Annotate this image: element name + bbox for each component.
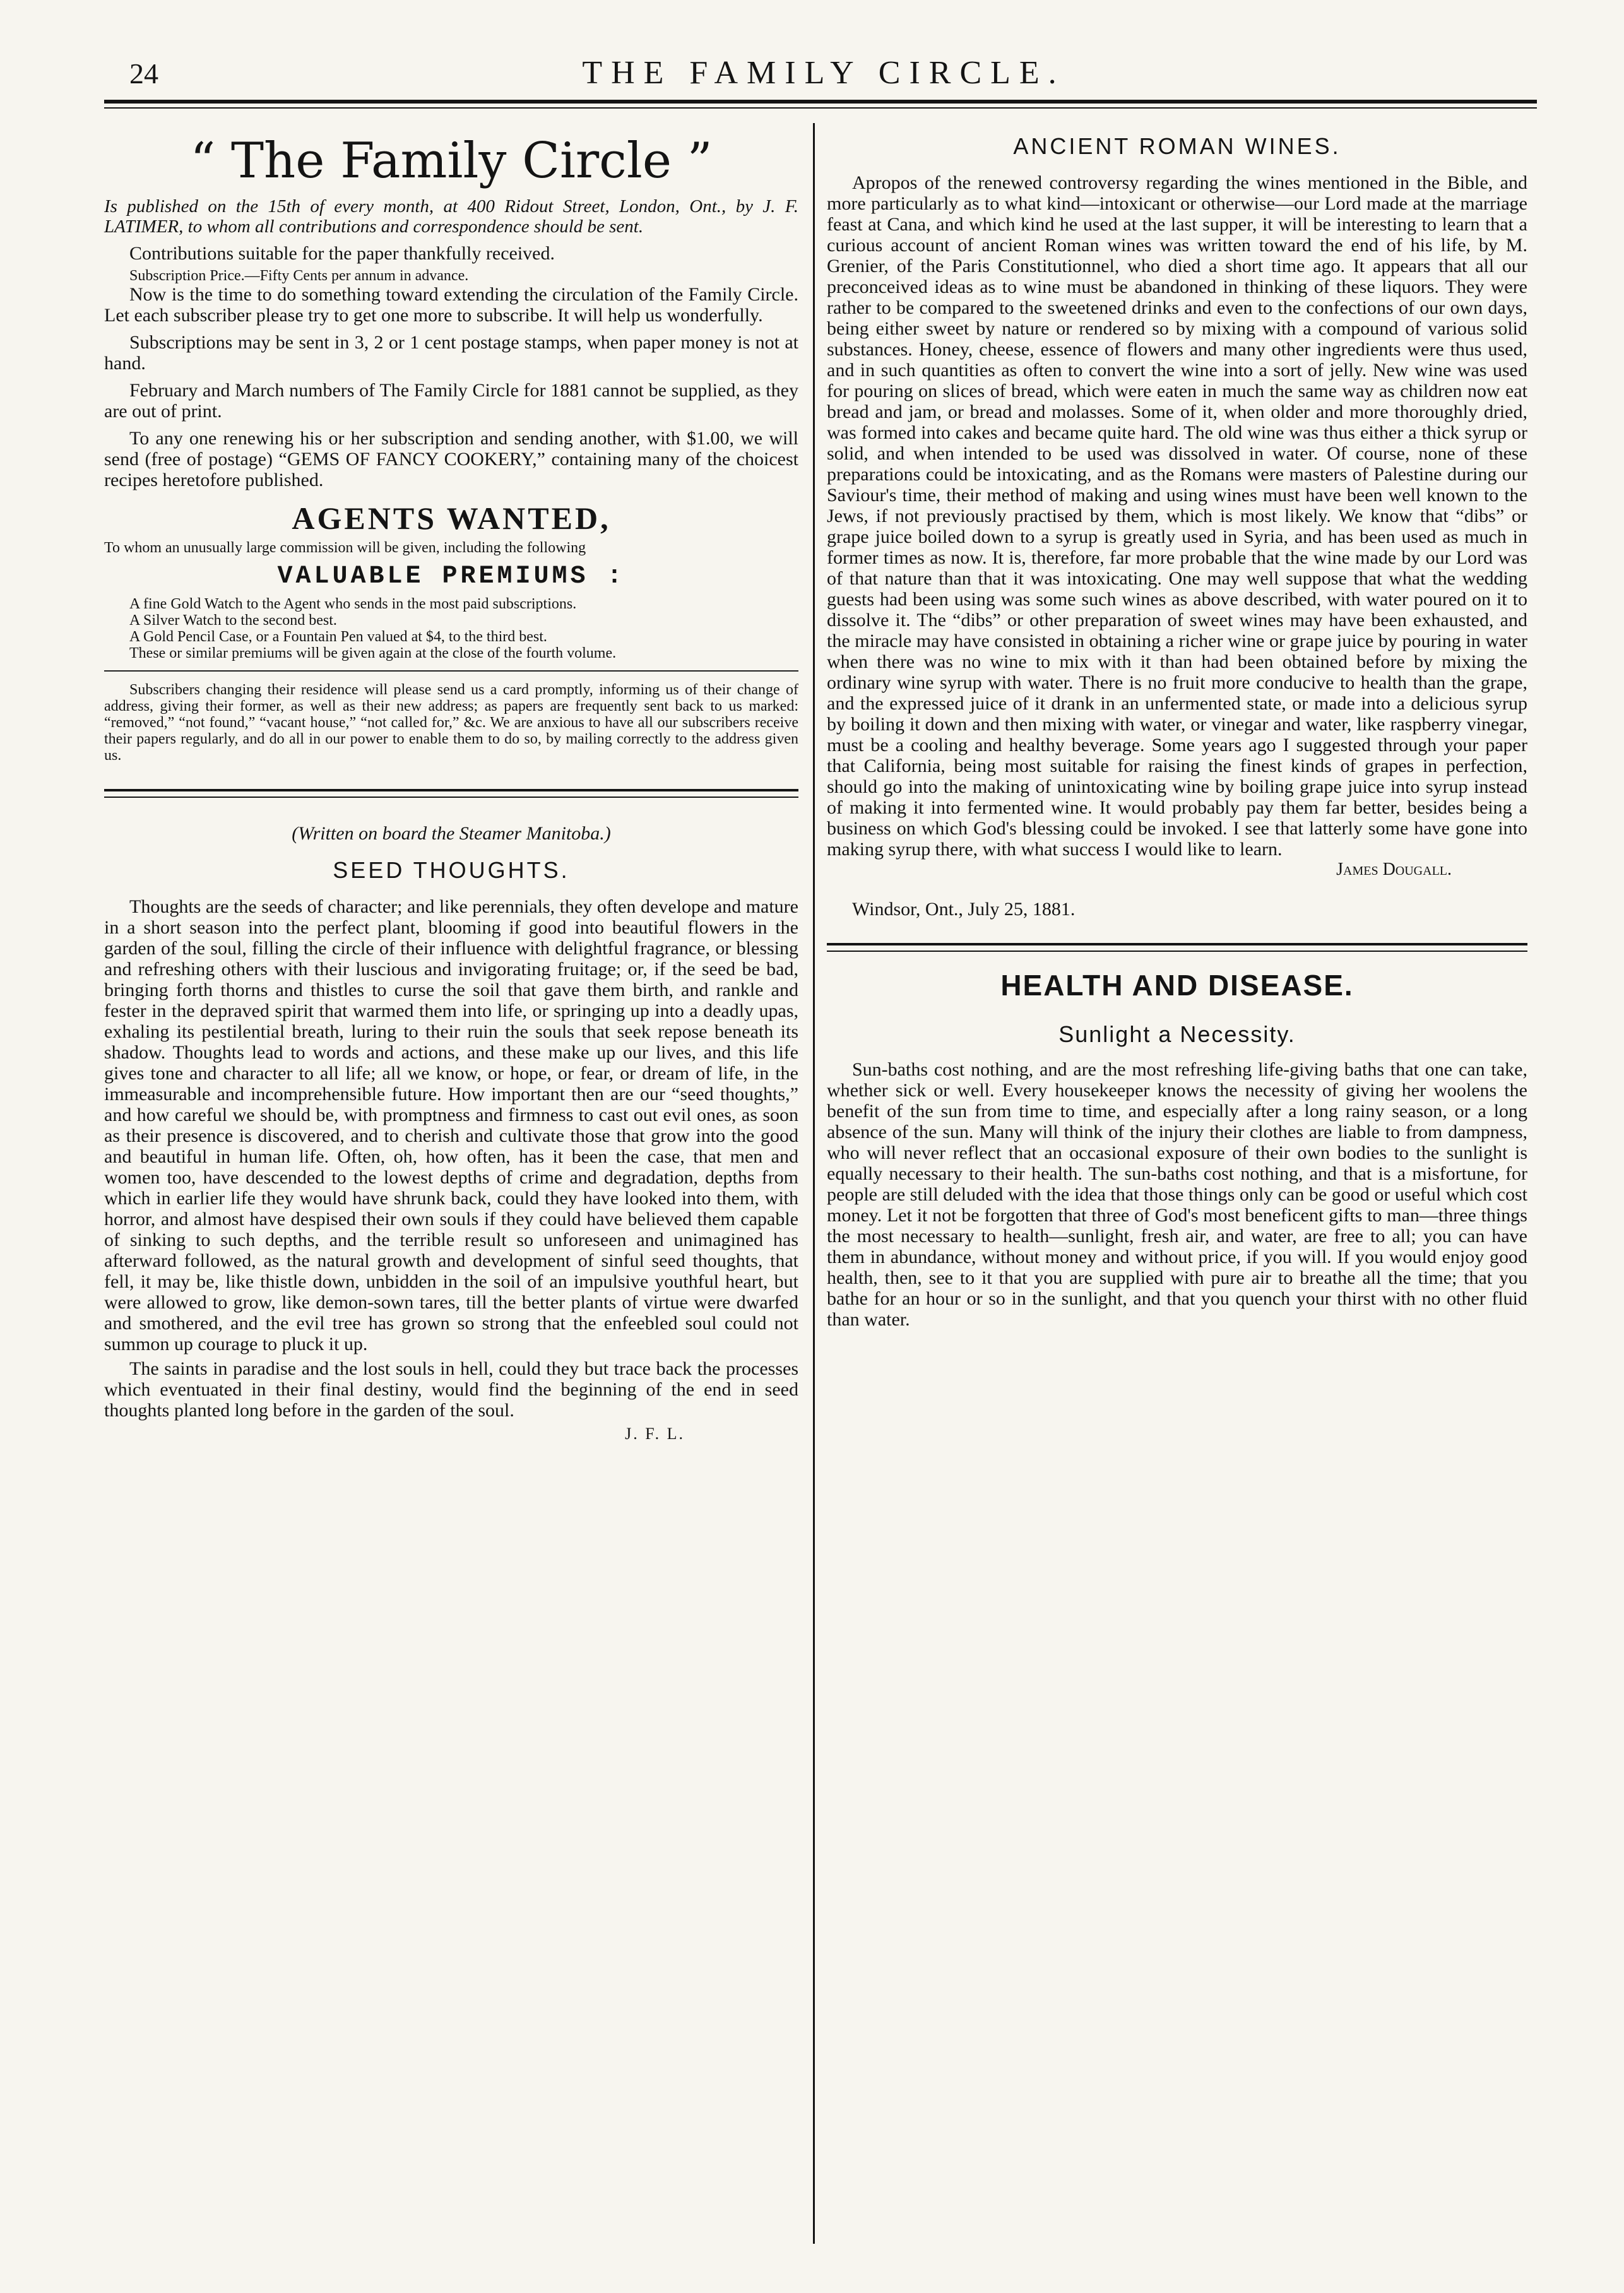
seed-thoughts-signature: J. F. L.	[625, 1425, 685, 1443]
right-column	[827, 129, 1527, 1330]
header-rule-thin	[104, 107, 1537, 109]
page-header	[104, 52, 1543, 96]
roman-wines-body: Apropos of the renewed controversy regarding the wines mentioned in the Bible, and more particularly as to what kind—intoxicant or otherwise—our Lord made at the marriage feast at Cana, and which kind he used at the last supper, it will be interesting to learn that a curious account of ancient Roman wines was written toward the end of his life, by M. Grenier, of the Paris Constitutionnel, who died a short time ago. It appears that all our preconceived ideas as to wine must be abandoned in thinking of these liquors. They were rather to be compared to the sweetened drinks and even to the confections of our own days, being either sweet by nature or rendered so by mixing with a compound of various solid substances. Honey, cheese, essence of flowers and many other ingredients were thus used, and in such quantities as often to convert the wine into a sort of jelly. New wine was used for pouring on slices of bread, which were eaten in much the same way as children now eat bread and jam, or bread and molasses. Some of it, when older and more thoroughly dried, was formed into cakes and became quite hard. The old wine was thus either a thick syrup or solid, and when intended to be used was dissolved in water. Of course, none of these preparations could be intoxicating, and as the Romans were masters of Palestine during our Saviour's time, their method of making and using wines must have been well known to the Jews, if not previously practised by them, which is most likely. We know that “dibs” or grape juice boiled down to a syrup is greatly used in Syria, and has been used as much in former times as now. It is, therefore, far more probable that the wine made by our Lord was of that nature than that it was intoxicating. One may well suppose that what the wedding guests had been using was some such wines as above described, with water poured on it to dissolve it. The “dibs” or other preparation of sweet wines may have been exhausted, and the miracle may have consisted in obtaining a richer wine or grape juice by pouring in water when there was no wine to mix with it than had been obtained before by mixing the ordinary wine syrup with water. There is no fruit more conducive to health than the grape, and the expressed juice of it drank in an unfermented state, or made into a delicious syrup by boiling it down and then mixing with water, or vinegar and water, like raspberry vinegar, must be a cooling and healthy beverage. Some years ago I suggested through your paper that California, being most suitable for raising the finest kinds of grapes in perfection, should go into the making of unintoxicating wine by boiling grape juice into syrup instead of making it into fermented wine. It would probably pay them far better, besides being a business on which God's blessing could be invoked. I see that latterly some have gone into making syrup there, with what success I would like to learn.	[827, 172, 1527, 860]
roman-wines-dateline: Windsor, Ont., July 25, 1881.	[852, 899, 1076, 920]
premium-item: A Gold Pencil Case, or a Fountain Pen valued at $4, to the third best.	[129, 629, 547, 645]
column-divider	[813, 123, 815, 2244]
masthead-intro: Is published on the 15th of every month, at 400 Ridout Street, London, Ont., by J. F. LATIMER, to whom all contributions and correspondence should be sent.	[104, 196, 798, 237]
address-change-notice: Subscribers changing their residence will please send us a card promptly, informing us of their change of address, giving their former, as well as their new address; as papers are frequently sent back to us marked: “removed,” “not found,” “vacant house,” “not called for,” &c. We are anxious to have all our subscribers receive their papers regularly, and do all in our power to enable them to do so, by mailing correctly to the address given us.	[104, 682, 798, 764]
back-numbers-note: February and March numbers of The Family Circle for 1881 cannot be supplied, as they are out of print.	[104, 380, 798, 422]
running-title: THE FAMILY CIRCLE.	[582, 55, 1065, 91]
subscription-price: Subscription Price.—Fifty Cents per annum in advance.	[129, 268, 469, 284]
contributions-note: Contributions suitable for the paper thankfully received.	[129, 243, 555, 264]
masthead-title: “ The Family Circle ”	[190, 133, 713, 189]
sunlight-subtitle: Sunlight a Necessity.	[1058, 1021, 1296, 1047]
agents-intro: To whom an unusually large commission will be given, including the following	[104, 540, 586, 556]
health-disease-heading: HEALTH AND DISEASE.	[1000, 969, 1354, 1002]
section-rule	[827, 943, 1527, 952]
seed-thoughts-title: SEED THOUGHTS.	[333, 857, 570, 883]
premiums-heading: VALUABLE PREMIUMS :	[277, 562, 625, 591]
now-is-the-time: Now is the time to do something toward extending the circulation of the Family Circle. Let each subscriber please try to get one more to subscribe. It will help us wonderfully.	[104, 284, 798, 326]
section-rule	[104, 789, 798, 798]
premium-item: A fine Gold Watch to the Agent who sends in the most paid subscriptions.	[129, 596, 577, 612]
cookery-offer: To any one renewing his or her subscription and sending another, with $1.00, we will send (free of postage) “GEMS OF FANCY COOKERY,” containing many of the choicest recipes heretofore published.	[104, 428, 798, 490]
separator	[104, 670, 798, 672]
seed-thoughts-paragraph: The saints in paradise and the lost souls in hell, could they but trace back the processes which eventuated in their final destiny, would find the beginning of the end in seed thoughts planted long before in the garden of the soul.	[104, 1358, 798, 1421]
agents-wanted-heading: AGENTS WANTED,	[292, 501, 611, 536]
left-column	[104, 129, 798, 1443]
written-on-note: (Written on board the Steamer Manitoba.)	[292, 823, 611, 844]
roman-wines-title: ANCIENT ROMAN WINES.	[1013, 133, 1341, 159]
stamps-note: Subscriptions may be sent in 3, 2 or 1 cent postage stamps, when paper money is not at hand.	[104, 332, 798, 374]
premium-item: These or similar premiums will be given again at the close of the fourth volume.	[129, 645, 617, 661]
roman-wines-author: James Dougall.	[1336, 860, 1452, 879]
premium-item: A Silver Watch to the second best.	[129, 612, 337, 629]
seed-thoughts-paragraph: Thoughts are the seeds of character; and like perennials, they often develope and mature in a short season into the perfect plant, blooming if good into beautiful flowers in the garden of the soul, filling the circle of their influence with delightful fragrance, or blessing and refreshing others with their luscious and invigorating fruitage; or, if the seed be bad, bringing forth thorns and thistles to curse the soil that gave them birth, and rankle and fester in the depraved spirit that warmed them into life, or springing up into a deadly upas, exhaling its pestilential breath, luring to their ruin the souls that seek repose beneath its shadow. Thoughts lead to words and actions, and these make up our lives, and this life gives tone and character to all life; all we know, or hope, or fear, or dream of life, in the immeasurable and incomprehensible future. How important then are our “seed thoughts,” and how careful we should be, with promptness and firmness to cast out evil ones, as soon as their presence is discovered, and to cherish and cultivate those that grow into the good and beautiful in human life. Often, oh, how often, has it been the case, that men and women too, have descended to the lowest depths of crime and degradation, depths from which in earlier life they would have shrunk back, could they have looked into them, with horror, and almost have despised their own souls if they could have believed them capable of sinking to such depths, and the terrible result so unforeseen and unimagined has afterward followed, as the natural growth and development of sinful seed thoughts, that fell, it may be, like thistle down, unbidden in the soil of an impulsive youthful heart, but were allowed to grow, like demon-sown tares, till the better plants of virtue were dwarfed and smothered, and the evil tree has grown so strong that the enfeebled soul could not summon up courage to pluck it up.	[104, 896, 798, 1354]
header-rule	[104, 100, 1537, 104]
sunlight-body: Sun-baths cost nothing, and are the most refreshing life-giving baths that one can take, whether sick or well. Every housekeeper knows the necessity of giving her woolens the benefit of the sun from time to time, and especially after a long rainy season, or a long absence of the sun. Many will think of the injury their clothes are liable to from dampness, who will never reflect that an occasional exposure of their own bodies to the sunlight is equally necessary to their health. The sun-baths cost nothing, and that is a misfortune, for people are still deluded with the idea that those things only can be good or useful which cost money. Let it not be forgotten that three of God's most beneficent gifts to man—three things the most necessary to health—sunlight, fresh air, and water, are free to all; you can have them in abundance, without money and without price, if you will. If you would enjoy good health, then, see to it that you are supplied with pure air to breathe all the time; that you bathe for an hour or so in the sunlight, and that you quench your thirst with no other fluid than water.	[827, 1059, 1527, 1330]
page-number: 24	[129, 57, 158, 90]
